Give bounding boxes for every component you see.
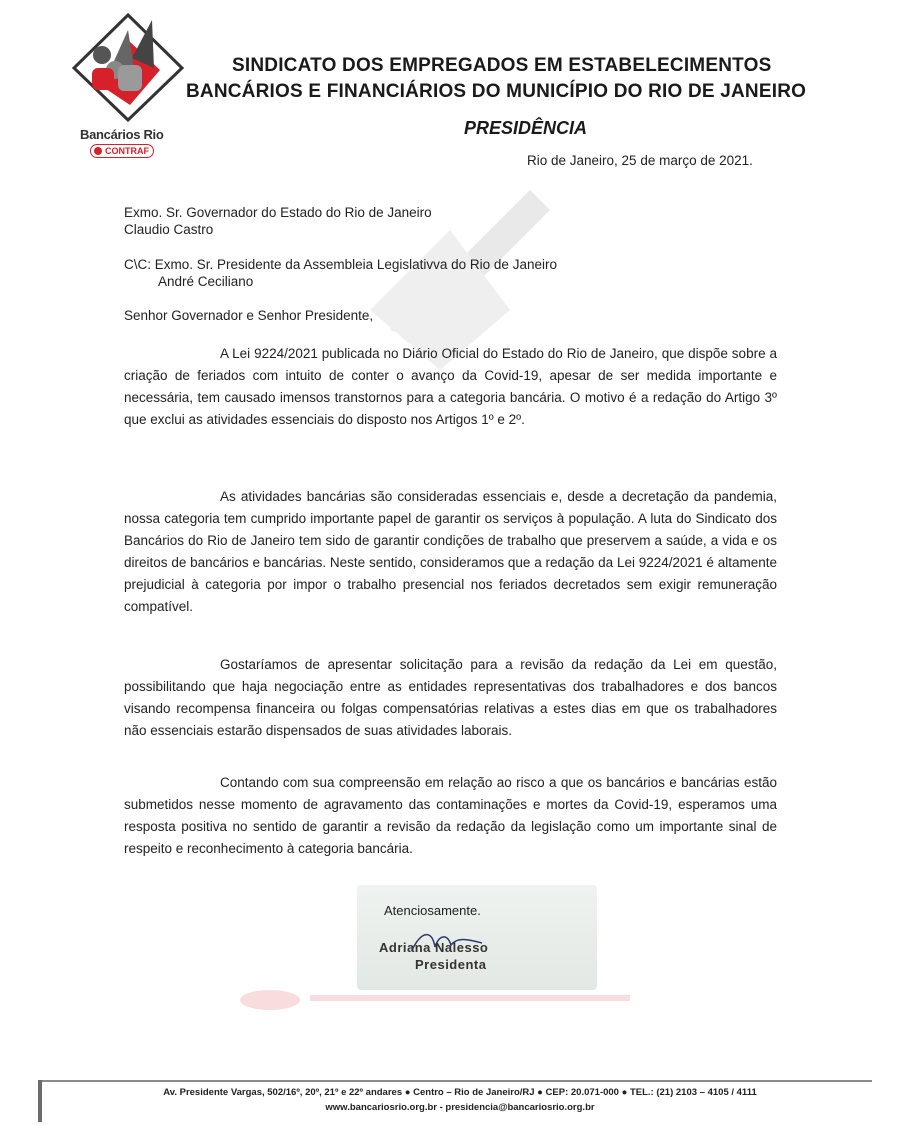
contraf-badge-label: CONTRAF xyxy=(105,146,149,156)
contraf-dot-icon xyxy=(94,147,102,155)
body-paragraph: Gostaríamos de apresentar solicitação para a revisão da redação da Lei em questão, possibilitando que haja negociação entre as entidades representativas dos trabalhadores e dos bancos visando recompensa financeira ou folgas compensatórias relativas a estes dias em que os trabalhadores não essenciais estarão dispensados de suas atividades laborais. xyxy=(124,657,777,738)
body-paragraph: Contando com sua compreensão em relação ao risco a que os bancários e bancárias estão submetidos nesse momento de agravamento das contaminações e mortes da Covid-19, esperamos uma resposta positiva no sentido de garantir a revisão da redação da legislação como um importante sinal de respeito e reconhecimento à categoria bancária. xyxy=(124,775,777,856)
signature-greeting: Atenciosamente. xyxy=(384,903,481,918)
cc-title: C\C: Exmo. Sr. Presidente da Assembleia Legislativva do Rio de Janeiro xyxy=(124,257,557,272)
logo-emblem-icon xyxy=(70,10,190,125)
letter-date: Rio de Janeiro, 25 de março de 2021. xyxy=(527,153,753,168)
footer-divider xyxy=(38,1080,872,1082)
org-name-line2: BANCÁRIOS E FINANCIÁRIOS DO MUNICÍPIO DO RIO DE JANEIRO xyxy=(186,81,807,102)
footer-address: Av. Presidente Vargas, 502/16º, 20º, 21º e 22º andares ● Centro – Rio de Janeiro/RJ ● CEP: 20.071-000 ● TEL.: (21) 2103 – 4105 / 4111 xyxy=(163,1087,757,1098)
body-paragraph: As atividades bancárias são consideradas essenciais e, desde a decretação da pandemia, nossa categoria tem cumprido importante papel de garantir os serviços à população. A luta do Sindicato dos Bancários do Rio de Janeiro tem sido de garantir condições de trabalho que preservem a saúde, a vida e os direitos de bancários e bancárias. Neste sentido, consideramos que a redação da Lei 9224/2021 é altamente prejudicial à categoria por impor o trabalho presencial nos feriados decretados sem exigir remuneração compatível. xyxy=(124,489,777,614)
logo-name: Bancários Rio xyxy=(80,127,164,142)
footer-accent-bar xyxy=(38,1080,42,1122)
footer-contacts: www.bancariosrio.org.br - presidencia@bancariosrio.org.br xyxy=(325,1102,595,1113)
contraf-badge xyxy=(90,144,154,158)
recipient-name: Claudio Castro xyxy=(124,222,214,237)
department-title: PRESIDÊNCIA xyxy=(464,118,588,138)
cc-name: André Ceciliano xyxy=(158,274,254,289)
org-name-line1: SINDICATO DOS EMPREGADOS EM ESTABELECIMENTOS xyxy=(232,55,772,76)
salutation: Senhor Governador e Senhor Presidente, xyxy=(124,308,374,323)
signatory-name: Adriana Nalesso xyxy=(379,940,489,955)
body-paragraph: A Lei 9224/2021 publicada no Diário Oficial do Estado do Rio de Janeiro, que dispõe sobre a criação de feriados com intuito de conter o avanço da Covid-19, apesar de ser medida importante e necessária, tem causado imensos transtornos para a categoria bancária. O motivo é a redação do Artigo 3º que exclui as atividades essenciais do disposto nos Artigos 1º e 2º. xyxy=(124,346,777,427)
recipient-title: Exmo. Sr. Governador do Estado do Rio de Janeiro xyxy=(124,205,432,220)
signatory-title: Presidenta xyxy=(415,957,487,972)
faded-stamp-icon xyxy=(230,985,650,1015)
signature-block xyxy=(357,885,597,990)
union-logo xyxy=(70,10,190,160)
